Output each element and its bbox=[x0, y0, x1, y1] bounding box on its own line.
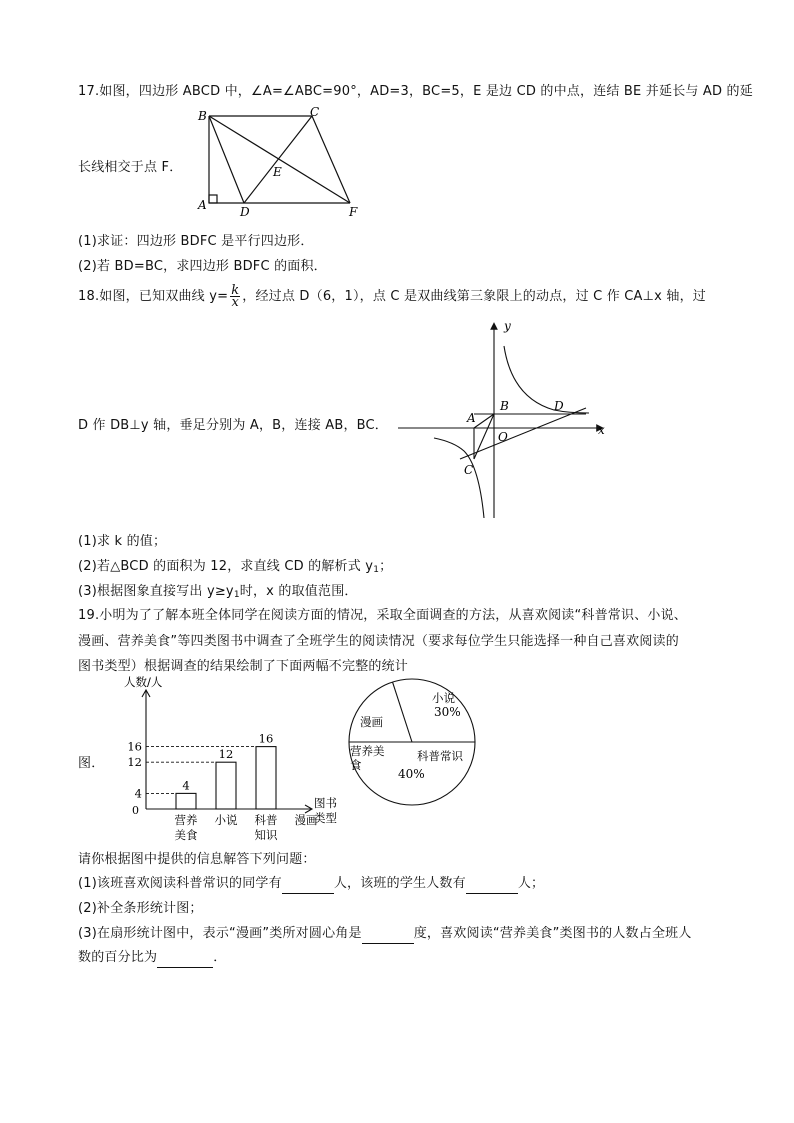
pie-label-food: 营养美 bbox=[350, 744, 385, 758]
q17-part1: (1)求证：四边形 BDFC 是平行四边形． bbox=[78, 234, 314, 249]
q17-seg-CF bbox=[312, 116, 350, 203]
q18-label-B: B bbox=[500, 399, 509, 413]
q18-label-C: C bbox=[464, 463, 474, 477]
bar-category-label: 美食 bbox=[174, 828, 198, 842]
q19-stem-line4: 图． bbox=[78, 756, 105, 771]
q18-stem-line1: 18.如图，已知双曲线 y= $\frac{k}{x}$ ，经过点 D（6，1），点 C 是双曲线第三象限上的动点，过 C 作 CA⊥x 轴，过 bbox=[78, 283, 707, 310]
q19-pie-chart bbox=[345, 676, 485, 806]
pie-label-comics: 漫画 bbox=[360, 715, 383, 729]
bar-origin-label: 0 bbox=[132, 804, 139, 817]
q18-label-D: D bbox=[554, 399, 564, 413]
bar-value-label: 12 bbox=[218, 747, 234, 762]
q17-seg-BF bbox=[209, 116, 350, 203]
bar-1 bbox=[216, 762, 236, 809]
q18-figure bbox=[394, 318, 614, 523]
q17-label-B: B bbox=[198, 109, 207, 123]
bar-2 bbox=[256, 747, 276, 809]
q18-fraction: $\frac{k}{x}$ bbox=[231, 283, 240, 310]
q18-part1: (1)求 k 的值； bbox=[78, 534, 167, 549]
q17-stem-line1: 17.如图，四边形 ABCD 中，∠A=∠ABC=90°，AD=3，BC=5，E 是边 CD 的中点，连结 BE 并延长与 AD 的延 bbox=[78, 84, 753, 99]
bar-category-label: 小说 bbox=[214, 813, 238, 827]
bar-y-tick-label: 12 bbox=[127, 755, 142, 770]
q19-stem-line3: 图书类型）根据调查的结果绘制了下面两幅不完整的统计 bbox=[78, 659, 409, 674]
q18-part2: (2)若△BCD 的面积为 12，求直线 CD 的解析式 $y_1$； bbox=[78, 559, 393, 575]
q17-label-D: D bbox=[240, 205, 250, 219]
q18-label-y: y bbox=[504, 319, 511, 333]
q19-blank-1[interactable] bbox=[282, 878, 334, 894]
q18-hyperbola-q3 bbox=[434, 438, 484, 518]
q17-stem-line2: 长线相交于点 F． bbox=[78, 160, 183, 175]
q18-label-A: A bbox=[467, 411, 476, 425]
bar-x-label: 图书 bbox=[314, 796, 337, 810]
q19-intro: 请你根据图中提供的信息解答下列问题： bbox=[78, 852, 316, 867]
bar-x-label-line2: 类型 bbox=[314, 811, 337, 825]
q19-part3-line2: 数的百分比为 ． bbox=[78, 946, 226, 968]
bar-y-tick-label: 4 bbox=[134, 786, 142, 801]
bar-value-label: 4 bbox=[182, 778, 190, 793]
bar-value-label: 16 bbox=[258, 731, 274, 746]
bar-y-tick-label: 16 bbox=[127, 739, 142, 754]
q17-seg-CD bbox=[244, 116, 312, 203]
q19-blank-4[interactable] bbox=[157, 952, 213, 968]
q18-label-x: x bbox=[598, 423, 605, 437]
q18-line-CD bbox=[460, 408, 586, 459]
bar-category-label: 营养 bbox=[174, 813, 198, 827]
q17-part2: (2)若 BD=BC，求四边形 BDFC 的面积． bbox=[78, 259, 327, 274]
bar-0 bbox=[176, 793, 196, 809]
pie-percent-novel: 30% bbox=[434, 705, 461, 719]
q19-blank-3[interactable] bbox=[362, 928, 414, 944]
q17-right-angle-mark bbox=[209, 195, 217, 203]
q18-label-O: O bbox=[498, 430, 508, 444]
q19-blank-2[interactable] bbox=[466, 878, 518, 894]
pie-label-novel: 小说 bbox=[432, 691, 455, 705]
q19-stem-line1: 19.小明为了了解本班全体同学在阅读方面的情况，采取全面调查的方法，从喜欢阅读“科普常识、小说、 bbox=[78, 608, 688, 623]
q19-bar-chart bbox=[112, 672, 352, 844]
q18-part3: (3)根据图象直接写出 $y\ge y_1$时，x 的取值范围． bbox=[78, 584, 358, 600]
q19-part3-line1: (3)在扇形统计图中，表示“漫画”类所对圆心角是 度，喜欢阅读“营养美食”类图书的人数占全班人 bbox=[78, 922, 692, 944]
q19-part1: (1)该班喜欢阅读科普常识的同学有 人，该班的学生人数有 人； bbox=[78, 872, 544, 894]
q17-figure bbox=[192, 105, 372, 220]
q19-stem-line2: 漫画、营养美食”等四类图书中调查了全班学生的阅读情况（要求每位学生只能选择一种自己喜欢阅读的 bbox=[78, 634, 679, 649]
pie-percent-science: 40% bbox=[398, 767, 425, 781]
q18-hyperbola-q1 bbox=[504, 346, 589, 413]
q17-label-A: A bbox=[198, 198, 207, 212]
q18-stem-line2: D 作 DB⊥y 轴，垂足分别为 A，B，连接 AB，BC． bbox=[78, 418, 389, 433]
pie-label-food-line2: 食 bbox=[350, 758, 362, 772]
q17-label-C: C bbox=[310, 105, 320, 119]
q19-part2: (2)补全条形统计图； bbox=[78, 901, 203, 916]
q17-label-E: E bbox=[273, 165, 282, 179]
q17-label-F: F bbox=[349, 205, 358, 219]
bar-category-label: 漫画 bbox=[294, 813, 318, 827]
bar-y-label: 人数/人 bbox=[124, 675, 163, 689]
pie-label-science: 科普常识 bbox=[417, 749, 463, 763]
bar-category-label: 科普 bbox=[254, 813, 278, 827]
q17-seg-BD bbox=[209, 116, 244, 203]
bar-category-label: 知识 bbox=[254, 828, 278, 842]
